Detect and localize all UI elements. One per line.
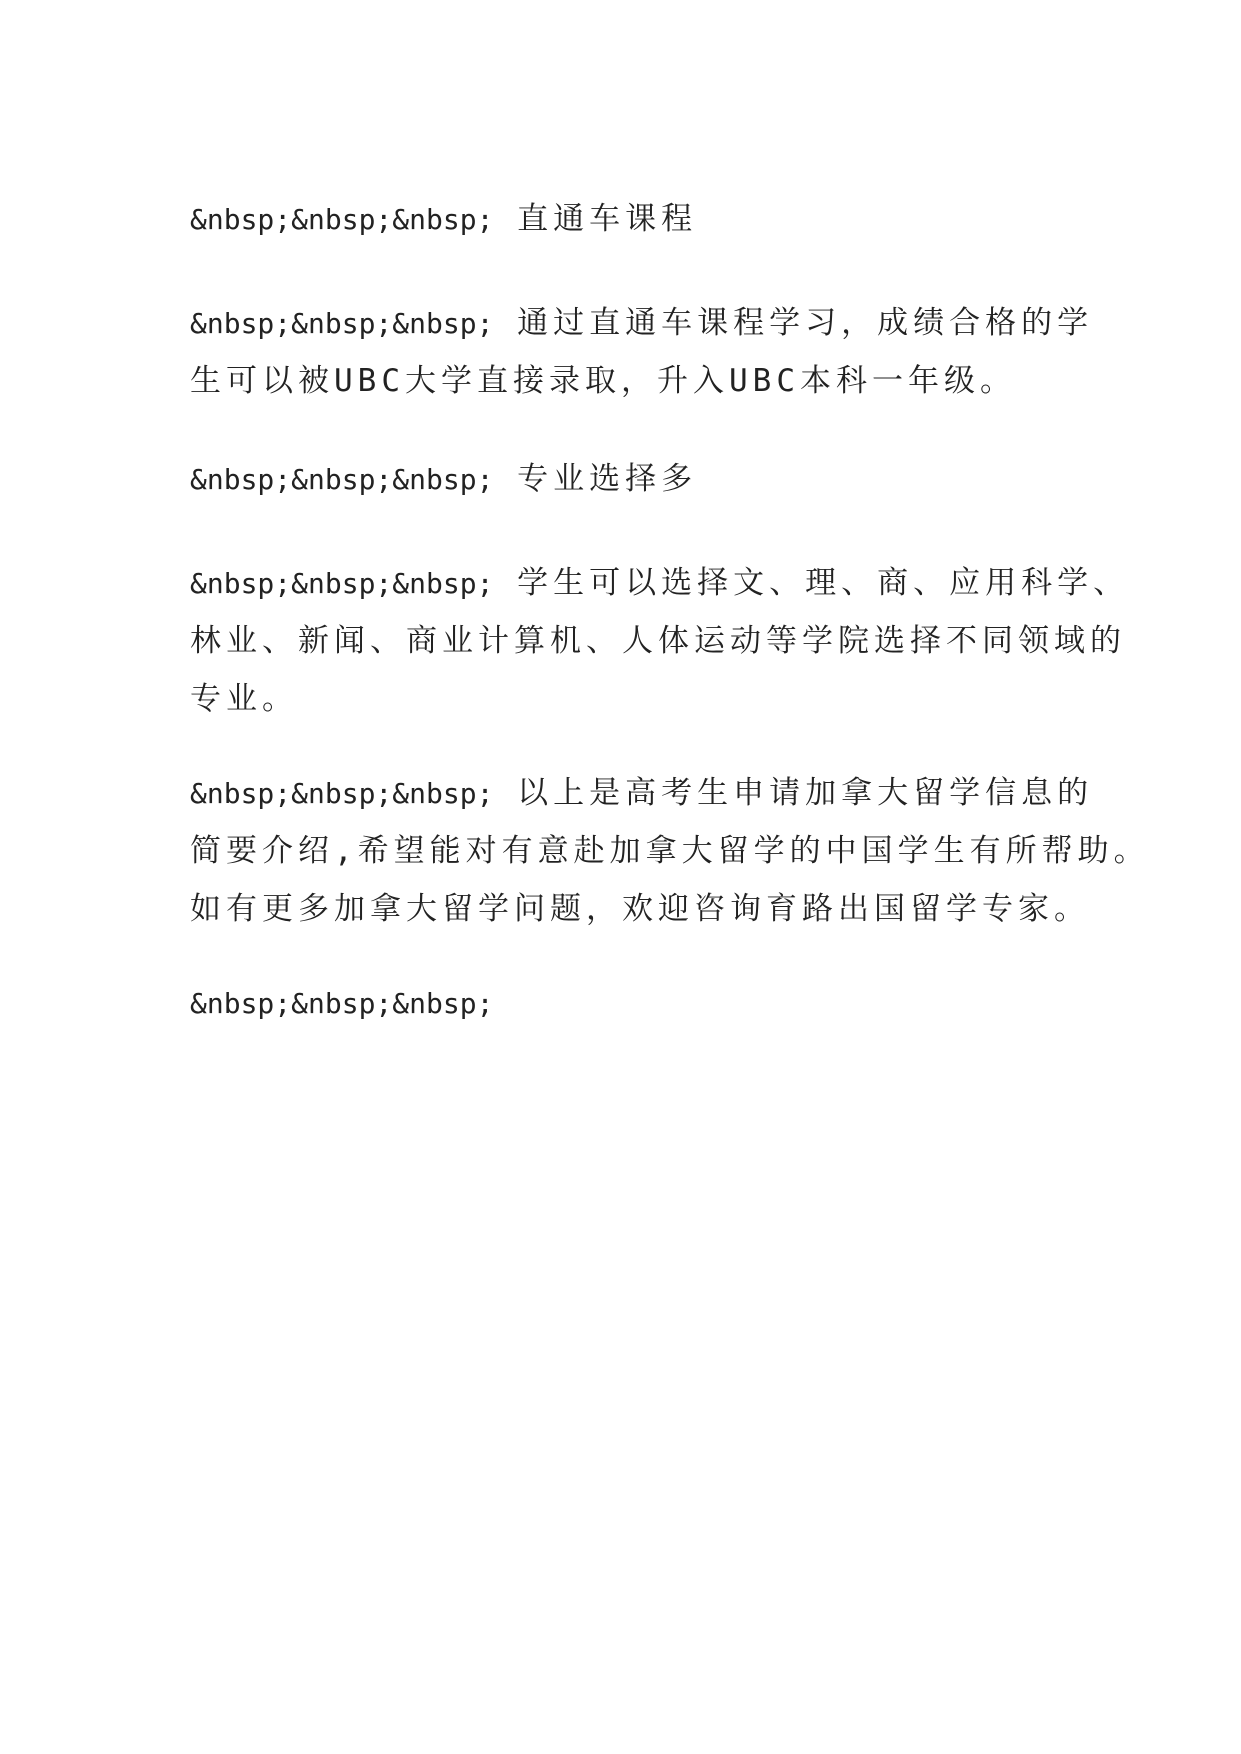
nbsp-entity-text: &nbsp;&nbsp;&nbsp; [190, 463, 494, 496]
nbsp-entity-text: &nbsp;&nbsp;&nbsp; [190, 567, 494, 600]
paragraph-line: 专业。 [190, 681, 298, 717]
paragraph-line: 生可以被UBC大学直接录取，升入UBC本科一年级。 [190, 363, 1016, 399]
paragraph-line [190, 974, 1090, 1032]
paragraph-line: 林业、新闻、商业计算机、人体运动等学院选择不同领域的 [190, 623, 1126, 659]
paragraph-line [190, 764, 1094, 822]
nbsp-entity-text: &nbsp;&nbsp;&nbsp; [190, 777, 494, 810]
paragraph-line [190, 190, 1090, 248]
paragraph-heading-majors [190, 450, 1090, 508]
paragraph-line [190, 450, 1090, 508]
nbsp-entity-text: &nbsp;&nbsp;&nbsp; [190, 307, 494, 340]
paragraph-direct-course-body [190, 294, 1094, 410]
paragraph-text: 以上是高考生申请加拿大留学信息的 [517, 775, 1094, 811]
paragraph-line [190, 294, 1094, 352]
nbsp-entity-text: &nbsp;&nbsp;&nbsp; [190, 987, 494, 1020]
paragraph-empty-trailing [190, 974, 1090, 1032]
nbsp-entity-text: &nbsp;&nbsp;&nbsp; [190, 203, 494, 236]
paragraph-line: 简要介绍,希望能对有意赴加拿大留学的中国学生有所帮助。 [190, 833, 1150, 869]
paragraph-text: 学生可以选择文、理、商、应用科学、 [517, 565, 1130, 601]
paragraph-text: 专业选择多 [517, 461, 698, 497]
paragraph-summary [190, 764, 1150, 938]
paragraph-line [190, 554, 1130, 612]
paragraph-line: 如有更多加拿大留学问题，欢迎咨询育路出国留学专家。 [190, 891, 1090, 927]
paragraph-heading-direct-course [190, 190, 1090, 248]
paragraph-text: 通过直通车课程学习，成绩合格的学 [517, 305, 1094, 341]
paragraph-majors-body [190, 554, 1130, 728]
paragraph-text: 直通车课程 [517, 201, 698, 237]
